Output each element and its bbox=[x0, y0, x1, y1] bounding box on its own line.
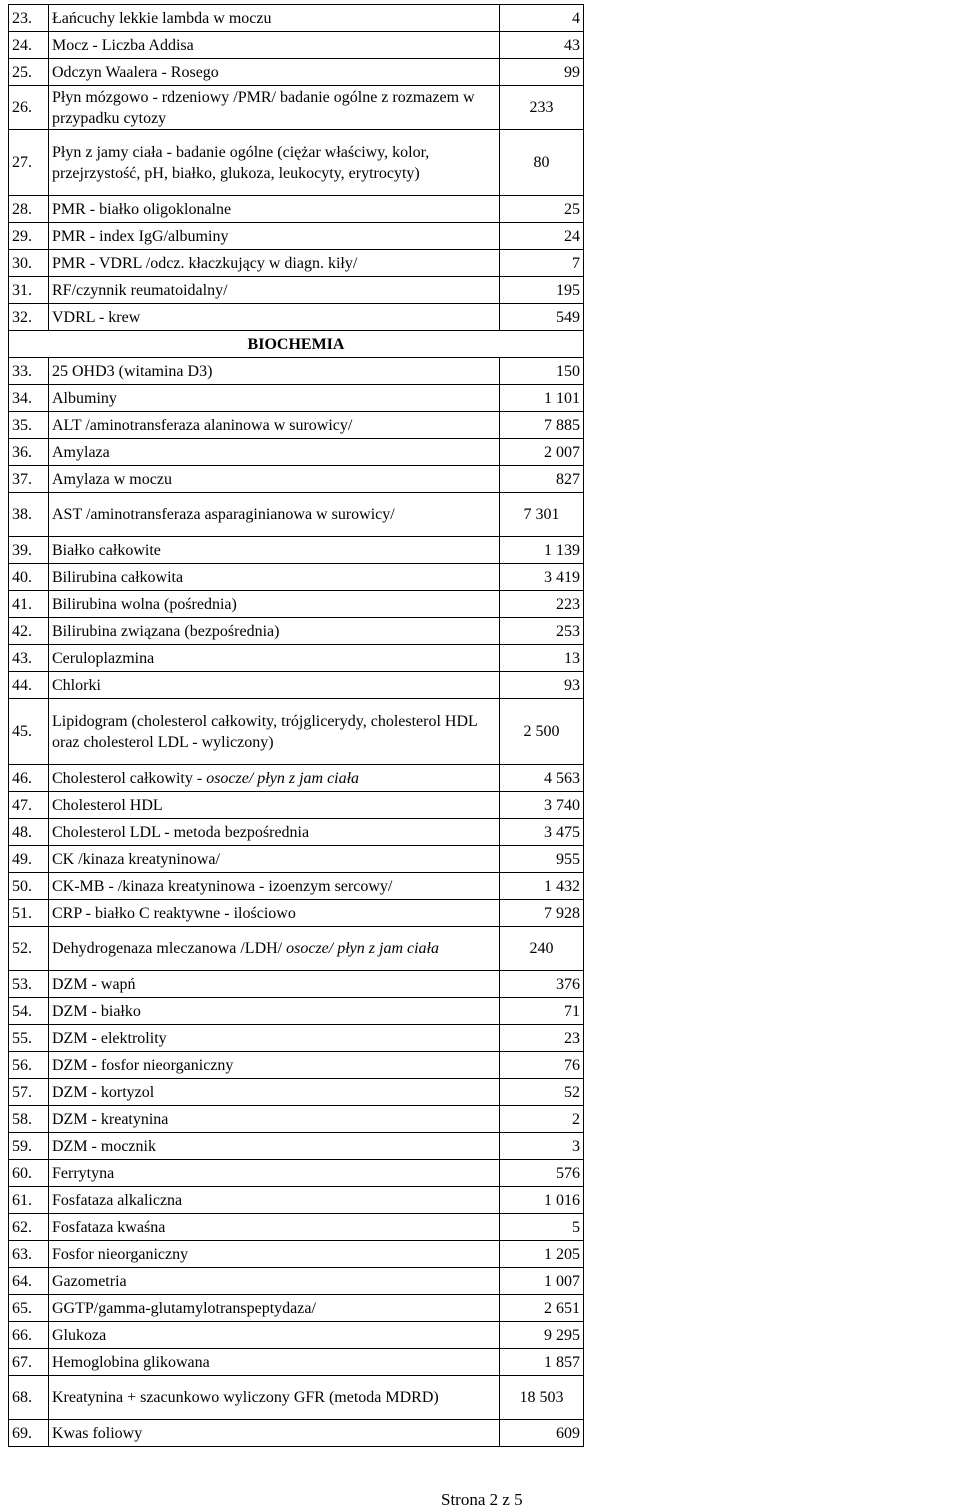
row-value: 71 bbox=[500, 998, 584, 1025]
row-value: 4 bbox=[500, 5, 584, 32]
row-number: 24. bbox=[9, 32, 49, 59]
table-row bbox=[9, 412, 584, 439]
table-row bbox=[9, 1376, 584, 1420]
table-row bbox=[9, 998, 584, 1025]
row-value: 99 bbox=[500, 59, 584, 86]
row-number: 60. bbox=[9, 1160, 49, 1187]
table-row bbox=[9, 1160, 584, 1187]
row-value: 2 651 bbox=[500, 1295, 584, 1322]
row-number: 36. bbox=[9, 439, 49, 466]
row-name-text: DZM - fosfor nieorganiczny bbox=[52, 1056, 234, 1074]
row-name bbox=[49, 591, 500, 618]
row-value: 195 bbox=[500, 277, 584, 304]
row-value: 7 885 bbox=[500, 412, 584, 439]
table-row bbox=[9, 196, 584, 223]
row-value: 76 bbox=[500, 1052, 584, 1079]
table-row bbox=[9, 971, 584, 998]
row-value: 253 bbox=[500, 618, 584, 645]
table-body-top bbox=[9, 5, 584, 331]
row-value: 1 857 bbox=[500, 1349, 584, 1376]
row-name-text: ALT /aminotransferaza alaninowa w surowicy/ bbox=[52, 416, 353, 434]
row-value: 43 bbox=[500, 32, 584, 59]
row-number: 30. bbox=[9, 250, 49, 277]
row-name-text: Cholesterol całkowity - bbox=[52, 769, 207, 787]
row-number: 62. bbox=[9, 1214, 49, 1241]
row-name bbox=[49, 873, 500, 900]
row-value: 24 bbox=[500, 223, 584, 250]
row-number: 57. bbox=[9, 1079, 49, 1106]
row-value: 576 bbox=[500, 1160, 584, 1187]
row-number: 54. bbox=[9, 998, 49, 1025]
price-table bbox=[8, 4, 584, 1447]
table-row bbox=[9, 618, 584, 645]
row-value: 52 bbox=[500, 1079, 584, 1106]
table-row bbox=[9, 493, 584, 537]
row-name-text: Lipidogram (cholesterol całkowity, trójglicerydy, cholesterol HDL oraz cholesterol LDL - wyliczony) bbox=[52, 712, 478, 751]
row-number: 25. bbox=[9, 59, 49, 86]
row-name-text: CK-MB - /kinaza kreatyninowa - izoenzym sercowy/ bbox=[52, 877, 393, 895]
row-name bbox=[49, 223, 500, 250]
row-number: 44. bbox=[9, 672, 49, 699]
row-name bbox=[49, 32, 500, 59]
table-row bbox=[9, 1052, 584, 1079]
row-name-text: Chlorki bbox=[52, 676, 101, 694]
row-name bbox=[49, 59, 500, 86]
table-row bbox=[9, 358, 584, 385]
row-name-text: Kreatynina + szacunkowo wyliczony GFR (metoda MDRD) bbox=[52, 1389, 439, 1406]
row-value: 3 475 bbox=[500, 819, 584, 846]
row-name bbox=[49, 5, 500, 32]
row-value: 1 432 bbox=[500, 873, 584, 900]
row-value: 80 bbox=[500, 130, 584, 196]
row-name-italic: osocze/ płyn z jam ciała bbox=[286, 940, 439, 957]
table-row bbox=[9, 86, 584, 130]
table-row bbox=[9, 130, 584, 196]
row-number: 64. bbox=[9, 1268, 49, 1295]
row-number: 56. bbox=[9, 1052, 49, 1079]
row-name bbox=[49, 846, 500, 873]
row-name bbox=[49, 765, 500, 792]
row-number: 55. bbox=[9, 1025, 49, 1052]
table-body-biochemia bbox=[9, 358, 584, 1447]
row-number: 63. bbox=[9, 1241, 49, 1268]
row-value: 13 bbox=[500, 645, 584, 672]
page-footer: Strona 2 z 5 bbox=[441, 1490, 523, 1509]
row-number: 43. bbox=[9, 645, 49, 672]
row-value: 1 101 bbox=[500, 385, 584, 412]
table-row bbox=[9, 1322, 584, 1349]
row-value: 376 bbox=[500, 971, 584, 998]
row-number: 35. bbox=[9, 412, 49, 439]
row-value: 3 419 bbox=[500, 564, 584, 591]
row-number: 37. bbox=[9, 466, 49, 493]
table-row bbox=[9, 223, 584, 250]
table-row bbox=[9, 1214, 584, 1241]
row-number: 59. bbox=[9, 1133, 49, 1160]
row-name-text: Dehydrogenaza mleczanowa /LDH/ bbox=[52, 940, 287, 957]
row-name bbox=[49, 250, 500, 277]
row-number: 69. bbox=[9, 1420, 49, 1447]
table-row bbox=[9, 1268, 584, 1295]
row-name-text: GGTP/gamma-glutamylotranspeptydaza/ bbox=[52, 1299, 316, 1317]
row-name bbox=[49, 1349, 500, 1376]
row-name-text: AST /aminotransferaza asparaginianowa w surowicy/ bbox=[52, 506, 395, 523]
table-row bbox=[9, 1025, 584, 1052]
row-name-text: Fosfataza kwaśna bbox=[52, 1218, 166, 1236]
row-value: 955 bbox=[500, 846, 584, 873]
row-name bbox=[49, 927, 500, 971]
row-number: 48. bbox=[9, 819, 49, 846]
row-number: 53. bbox=[9, 971, 49, 998]
table-row bbox=[9, 5, 584, 32]
row-number: 33. bbox=[9, 358, 49, 385]
row-value: 7 301 bbox=[500, 493, 584, 537]
table-row bbox=[9, 1133, 584, 1160]
row-name bbox=[49, 1106, 500, 1133]
table-row bbox=[9, 900, 584, 927]
row-name bbox=[49, 645, 500, 672]
table-row bbox=[9, 250, 584, 277]
table-row bbox=[9, 819, 584, 846]
row-value: 93 bbox=[500, 672, 584, 699]
row-name bbox=[49, 1133, 500, 1160]
row-number: 29. bbox=[9, 223, 49, 250]
row-number: 26. bbox=[9, 86, 49, 130]
row-number: 65. bbox=[9, 1295, 49, 1322]
row-value: 150 bbox=[500, 358, 584, 385]
row-value: 1 016 bbox=[500, 1187, 584, 1214]
table-row bbox=[9, 1187, 584, 1214]
row-name bbox=[49, 130, 500, 196]
row-number: 40. bbox=[9, 564, 49, 591]
row-value: 223 bbox=[500, 591, 584, 618]
table-row bbox=[9, 277, 584, 304]
row-value: 5 bbox=[500, 1214, 584, 1241]
row-number: 61. bbox=[9, 1187, 49, 1214]
table-row bbox=[9, 1349, 584, 1376]
row-name bbox=[49, 439, 500, 466]
row-number: 50. bbox=[9, 873, 49, 900]
row-value: 4 563 bbox=[500, 765, 584, 792]
row-name-text: Łańcuchy lekkie lambda w moczu bbox=[52, 9, 272, 27]
table-row bbox=[9, 1420, 584, 1447]
row-value: 827 bbox=[500, 466, 584, 493]
row-number: 41. bbox=[9, 591, 49, 618]
row-name-text: Cholesterol LDL - metoda bezpośrednia bbox=[52, 823, 310, 841]
row-number: 27. bbox=[9, 130, 49, 196]
table-row bbox=[9, 537, 584, 564]
row-value: 25 bbox=[500, 196, 584, 223]
row-name-text: Odczyn Waalera - Rosego bbox=[52, 63, 219, 81]
row-name bbox=[49, 900, 500, 927]
row-name-text: RF/czynnik reumatoidalny/ bbox=[52, 281, 228, 299]
row-value: 18 503 bbox=[500, 1376, 584, 1420]
row-name bbox=[49, 792, 500, 819]
table-row bbox=[9, 1106, 584, 1133]
row-number: 67. bbox=[9, 1349, 49, 1376]
row-name-text: Fosfataza alkaliczna bbox=[52, 1191, 183, 1209]
row-name bbox=[49, 1420, 500, 1447]
row-number: 49. bbox=[9, 846, 49, 873]
row-number: 38. bbox=[9, 493, 49, 537]
row-value: 23 bbox=[500, 1025, 584, 1052]
table-row bbox=[9, 439, 584, 466]
row-name bbox=[49, 385, 500, 412]
row-number: 66. bbox=[9, 1322, 49, 1349]
row-name-text: Hemoglobina glikowana bbox=[52, 1353, 210, 1371]
row-value: 1 139 bbox=[500, 537, 584, 564]
row-value: 233 bbox=[500, 86, 584, 130]
row-number: 23. bbox=[9, 5, 49, 32]
row-name bbox=[49, 1268, 500, 1295]
row-name bbox=[49, 1295, 500, 1322]
table-row bbox=[9, 1241, 584, 1268]
row-number: 58. bbox=[9, 1106, 49, 1133]
row-name-text: DZM - mocznik bbox=[52, 1137, 156, 1155]
section-title: BIOCHEMIA bbox=[9, 331, 584, 358]
row-name bbox=[49, 1187, 500, 1214]
row-number: 47. bbox=[9, 792, 49, 819]
table-row bbox=[9, 672, 584, 699]
row-name bbox=[49, 1160, 500, 1187]
row-name-text: DZM - wapń bbox=[52, 975, 136, 993]
row-name-text: DZM - elektrolity bbox=[52, 1029, 167, 1047]
row-name bbox=[49, 86, 500, 130]
row-name-text: Bilirubina wolna (pośrednia) bbox=[52, 595, 237, 613]
row-name-text: DZM - kortyzol bbox=[52, 1083, 155, 1101]
row-name-text: Kwas foliowy bbox=[52, 1424, 143, 1442]
row-name bbox=[49, 672, 500, 699]
table-row bbox=[9, 564, 584, 591]
row-value: 240 bbox=[500, 927, 584, 971]
table-row bbox=[9, 1079, 584, 1106]
row-name-italic: osocze/ płyn z jam ciała bbox=[206, 769, 360, 787]
row-value: 3 bbox=[500, 1133, 584, 1160]
table-row bbox=[9, 846, 584, 873]
row-name bbox=[49, 277, 500, 304]
row-name bbox=[49, 358, 500, 385]
row-name-text: Cholesterol HDL bbox=[52, 796, 163, 814]
row-value: 549 bbox=[500, 304, 584, 331]
row-value: 1 007 bbox=[500, 1268, 584, 1295]
row-value: 2 500 bbox=[500, 699, 584, 765]
row-number: 34. bbox=[9, 385, 49, 412]
row-value: 2 bbox=[500, 1106, 584, 1133]
row-number: 31. bbox=[9, 277, 49, 304]
row-value: 609 bbox=[500, 1420, 584, 1447]
row-name bbox=[49, 564, 500, 591]
row-name bbox=[49, 493, 500, 537]
row-number: 46. bbox=[9, 765, 49, 792]
row-name-text: CK /kinaza kreatyninowa/ bbox=[52, 850, 220, 868]
row-name bbox=[49, 699, 500, 765]
table-row bbox=[9, 385, 584, 412]
row-name-text: 25 OHD3 (witamina D3) bbox=[52, 362, 213, 380]
row-name-text: Płyn z jamy ciała - badanie ogólne (ciężar właściwy, kolor, przejrzystość, pH, białko, glukoza, leukocyty, erytrocyty) bbox=[52, 143, 430, 182]
row-value: 9 295 bbox=[500, 1322, 584, 1349]
row-value: 7 928 bbox=[500, 900, 584, 927]
row-name-text: Białko całkowite bbox=[52, 541, 161, 559]
row-number: 42. bbox=[9, 618, 49, 645]
row-name bbox=[49, 1376, 500, 1420]
row-number: 52. bbox=[9, 927, 49, 971]
row-name bbox=[49, 196, 500, 223]
row-name-text: CRP - białko C reaktywne - ilościowo bbox=[52, 904, 296, 922]
table-row bbox=[9, 59, 584, 86]
row-number: 45. bbox=[9, 699, 49, 765]
row-name bbox=[49, 304, 500, 331]
row-name bbox=[49, 971, 500, 998]
row-name-text: Glukoza bbox=[52, 1326, 107, 1344]
table-row bbox=[9, 873, 584, 900]
row-name-text: Amylaza w moczu bbox=[52, 470, 172, 488]
row-value: 3 740 bbox=[500, 792, 584, 819]
table-row bbox=[9, 645, 584, 672]
row-number: 51. bbox=[9, 900, 49, 927]
row-name-text: PMR - białko oligoklonalne bbox=[52, 200, 232, 218]
table-row bbox=[9, 466, 584, 493]
row-name bbox=[49, 412, 500, 439]
row-number: 39. bbox=[9, 537, 49, 564]
row-name-text: DZM - białko bbox=[52, 1002, 141, 1020]
row-name-text: Ferrytyna bbox=[52, 1164, 115, 1182]
row-name bbox=[49, 466, 500, 493]
row-name bbox=[49, 819, 500, 846]
row-name-text: Ceruloplazmina bbox=[52, 649, 155, 667]
row-name-text: PMR - VDRL /odcz. kłaczkujący w diagn. kiły/ bbox=[52, 254, 358, 272]
row-name bbox=[49, 1241, 500, 1268]
row-name-text: Gazometria bbox=[52, 1272, 127, 1290]
row-name bbox=[49, 618, 500, 645]
row-name bbox=[49, 1025, 500, 1052]
table-row bbox=[9, 32, 584, 59]
row-name bbox=[49, 1079, 500, 1106]
row-name-text: Fosfor nieorganiczny bbox=[52, 1245, 189, 1263]
row-name bbox=[49, 1214, 500, 1241]
row-name-text: Płyn mózgowo - rdzeniowy /PMR/ badanie ogólne z rozmazem w przypadku cytozy bbox=[52, 88, 475, 127]
section-header bbox=[9, 331, 584, 358]
row-value: 2 007 bbox=[500, 439, 584, 466]
table-row bbox=[9, 792, 584, 819]
row-value: 1 205 bbox=[500, 1241, 584, 1268]
table-row bbox=[9, 591, 584, 618]
table-row bbox=[9, 1295, 584, 1322]
row-name-text: Bilirubina całkowita bbox=[52, 568, 184, 586]
row-name-text: Mocz - Liczba Addisa bbox=[52, 36, 194, 54]
row-name-text: Albuminy bbox=[52, 389, 117, 407]
table-row bbox=[9, 699, 584, 765]
row-number: 32. bbox=[9, 304, 49, 331]
row-value: 7 bbox=[500, 250, 584, 277]
row-name-text: DZM - kreatynina bbox=[52, 1110, 169, 1128]
table-row bbox=[9, 927, 584, 971]
table-row bbox=[9, 304, 584, 331]
row-name bbox=[49, 998, 500, 1025]
row-name-text: PMR - index IgG/albuminy bbox=[52, 227, 229, 245]
row-name bbox=[49, 1052, 500, 1079]
row-name-text: VDRL - krew bbox=[52, 308, 141, 326]
row-number: 68. bbox=[9, 1376, 49, 1420]
row-number: 28. bbox=[9, 196, 49, 223]
row-name bbox=[49, 537, 500, 564]
row-name bbox=[49, 1322, 500, 1349]
row-name-text: Bilirubina związana (bezpośrednia) bbox=[52, 622, 280, 640]
table-row bbox=[9, 765, 584, 792]
row-name-text: Amylaza bbox=[52, 443, 110, 461]
